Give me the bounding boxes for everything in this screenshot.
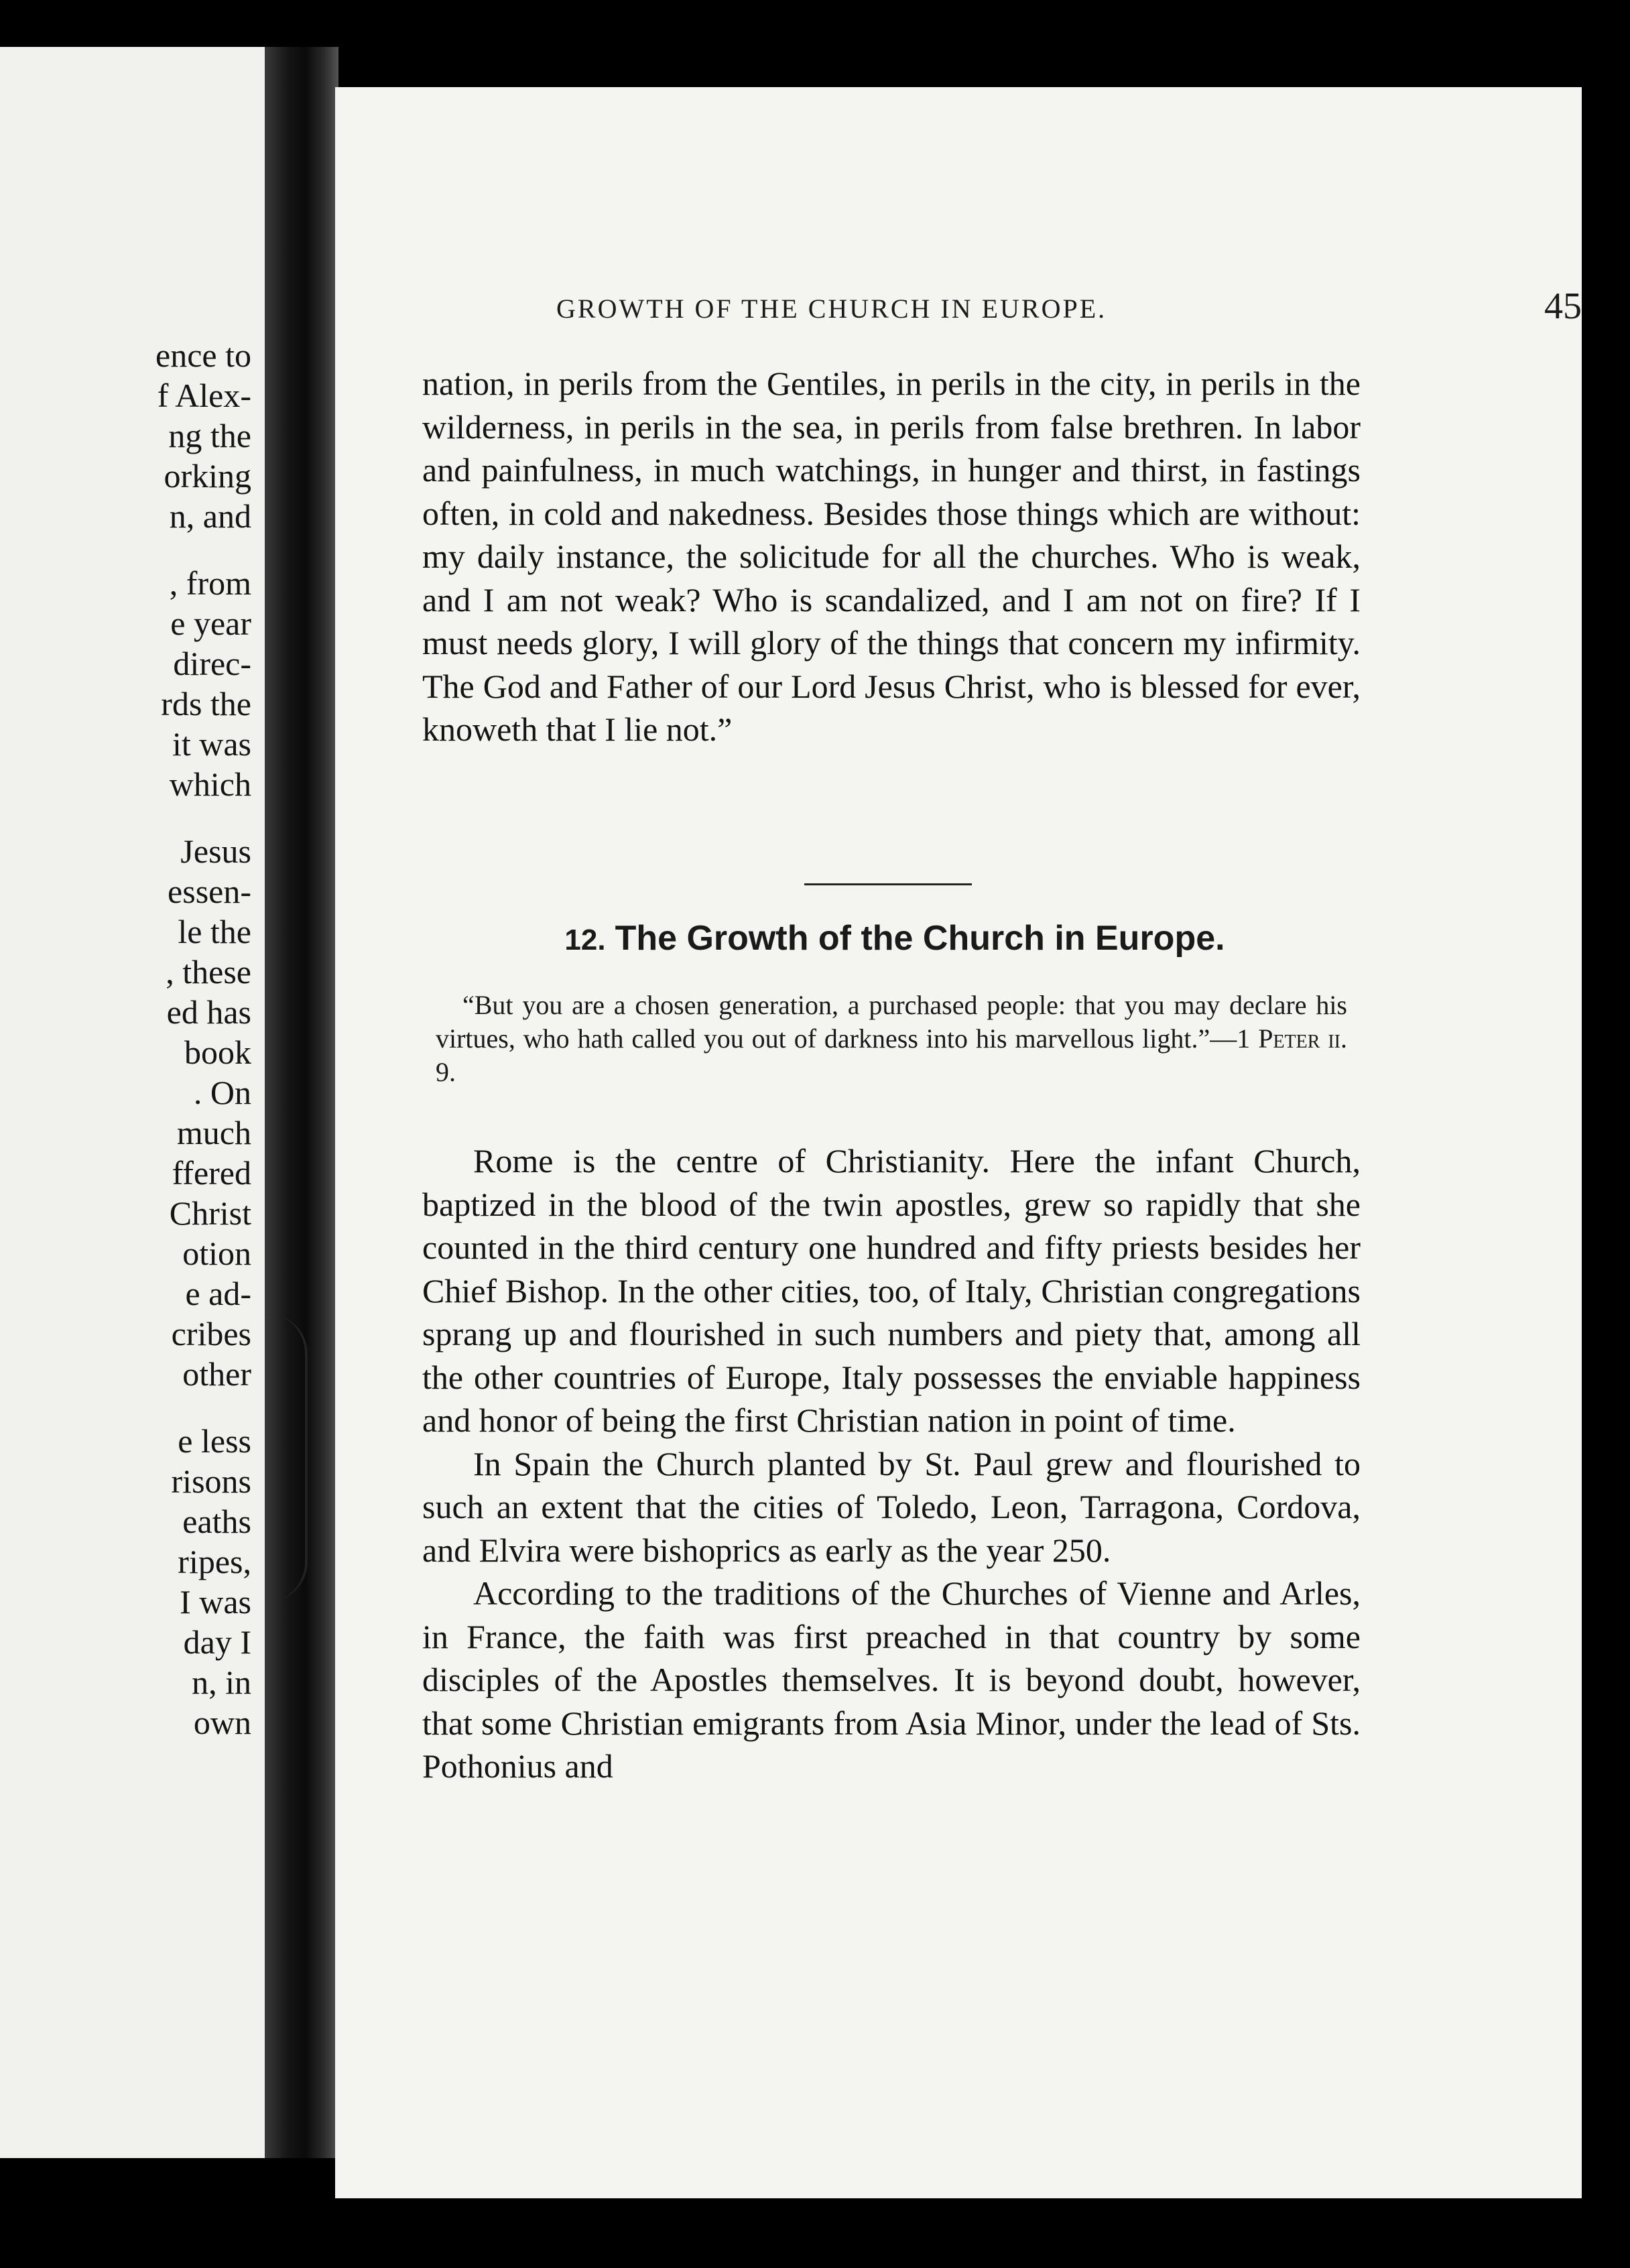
book-gutter — [265, 47, 338, 2158]
left-page-line: risons — [171, 1462, 251, 1500]
left-page-line: own — [193, 1704, 251, 1741]
running-head — [556, 285, 1582, 338]
running-title: GROWTH OF THE CHURCH IN EUROPE. — [556, 294, 1107, 324]
epigraph-text: “But you are a chosen generation, a purchased people: that you may declare his virtues, who hath called you out of darkness into his marvellous light.” — [436, 990, 1347, 1054]
section-heading — [436, 918, 1354, 958]
left-page-line: e ad- — [185, 1275, 251, 1312]
left-page-line: cribes — [171, 1315, 251, 1352]
section-divider — [804, 883, 972, 885]
left-page-line: e year — [170, 605, 251, 642]
left-page-line: ripes, — [178, 1543, 251, 1580]
left-page-line: n, and — [169, 497, 251, 535]
left-page-line: which — [169, 765, 251, 803]
left-page-line: Christ — [169, 1194, 251, 1232]
left-page-line: I was — [180, 1583, 251, 1621]
left-page-line: ence to — [155, 336, 251, 374]
left-page-line: , these — [166, 953, 251, 991]
paragraph-spain: In Spain the Church planted by St. Paul grew and flourished to such an extent that the cities of Toledo, Leon, Tarragona, Cordova, and Elvira were bishoprics as early as the year 250. — [422, 1444, 1361, 1569]
paragraph-rome: Rome is the centre of Christianity. Here the infant Church, baptized in the blood of the twin apostles, grew so rapidly that she counted in the third century one hundred and fifty priests besides her Chief Bishop. In the other cities, too, of Italy, Christian congregations sprang up and flourished in such numbers and piety that, among all the other countries of Europe, Italy possesses the enviable happiness and honor of being the first Christian nation in point of time. — [422, 1142, 1361, 1439]
page-number: 45 — [1544, 286, 1582, 327]
left-page-line: otion — [182, 1235, 251, 1272]
quote-continuation: nation, in perils from the Gentiles, in perils in the city, in perils in the wilderness, in perils in the sea, in perils from false brethren. In labor and painfulness, in much watchings, in hunger and thirst, in fastings often, in cold and nakedness. Besides those things which are without: my daily instance, the solicitude for all the churches. Who is weak, and I am not weak? Who is scandalized, and I am not on fire? If I must needs glory, I will glory of the things that concern my infirmity. The God and Father of our Lord Jesus Christ, who is blessed for ever, knoweth that I lie not.” — [422, 365, 1361, 748]
left-page-line: essen- — [168, 873, 251, 910]
left-page-line: day I — [183, 1623, 251, 1661]
left-page-line: e less — [178, 1422, 251, 1460]
left-page-line: book — [184, 1033, 251, 1071]
right-page — [335, 87, 1582, 2198]
left-page-line: other — [182, 1355, 251, 1393]
left-page-line: le the — [178, 913, 251, 950]
left-page-line: rds the — [161, 685, 251, 722]
left-page-line: eaths — [182, 1503, 251, 1540]
epigraph-source: —1 Peter ii. 9. — [436, 1023, 1347, 1087]
epigraph — [436, 989, 1347, 1089]
left-page-line: ng the — [168, 417, 251, 454]
left-page-line: , from — [169, 564, 251, 602]
paragraph-france: According to the traditions of the Churches of Vienne and Arles, in France, the faith was first preached in that country by some disciples of the Apostles themselves. It is beyond doubt, however, that some Christian emigrants from Asia Minor, under the lead of Sts. Pothonius and — [422, 1574, 1361, 1785]
left-page-line: f Alex- — [157, 377, 251, 414]
body-text — [422, 1139, 1361, 1788]
left-page-line: Jesus — [180, 832, 251, 870]
left-page-line: it was — [172, 725, 251, 763]
left-page-line: n, in — [192, 1663, 251, 1701]
left-page — [0, 47, 265, 2158]
pencil-margin-mark — [265, 1314, 308, 1602]
left-page-line: . On — [193, 1074, 251, 1111]
left-page-line: ed has — [166, 993, 251, 1031]
left-page-line: much — [176, 1114, 251, 1151]
left-page-line: ffered — [172, 1154, 251, 1192]
quote-continuation-block — [422, 362, 1361, 751]
section-title: The Growth of the Church in Europe. — [615, 919, 1225, 958]
left-page-line: orking — [164, 457, 251, 495]
section-number: 12. — [564, 924, 606, 956]
left-page-line: direc- — [173, 645, 251, 682]
